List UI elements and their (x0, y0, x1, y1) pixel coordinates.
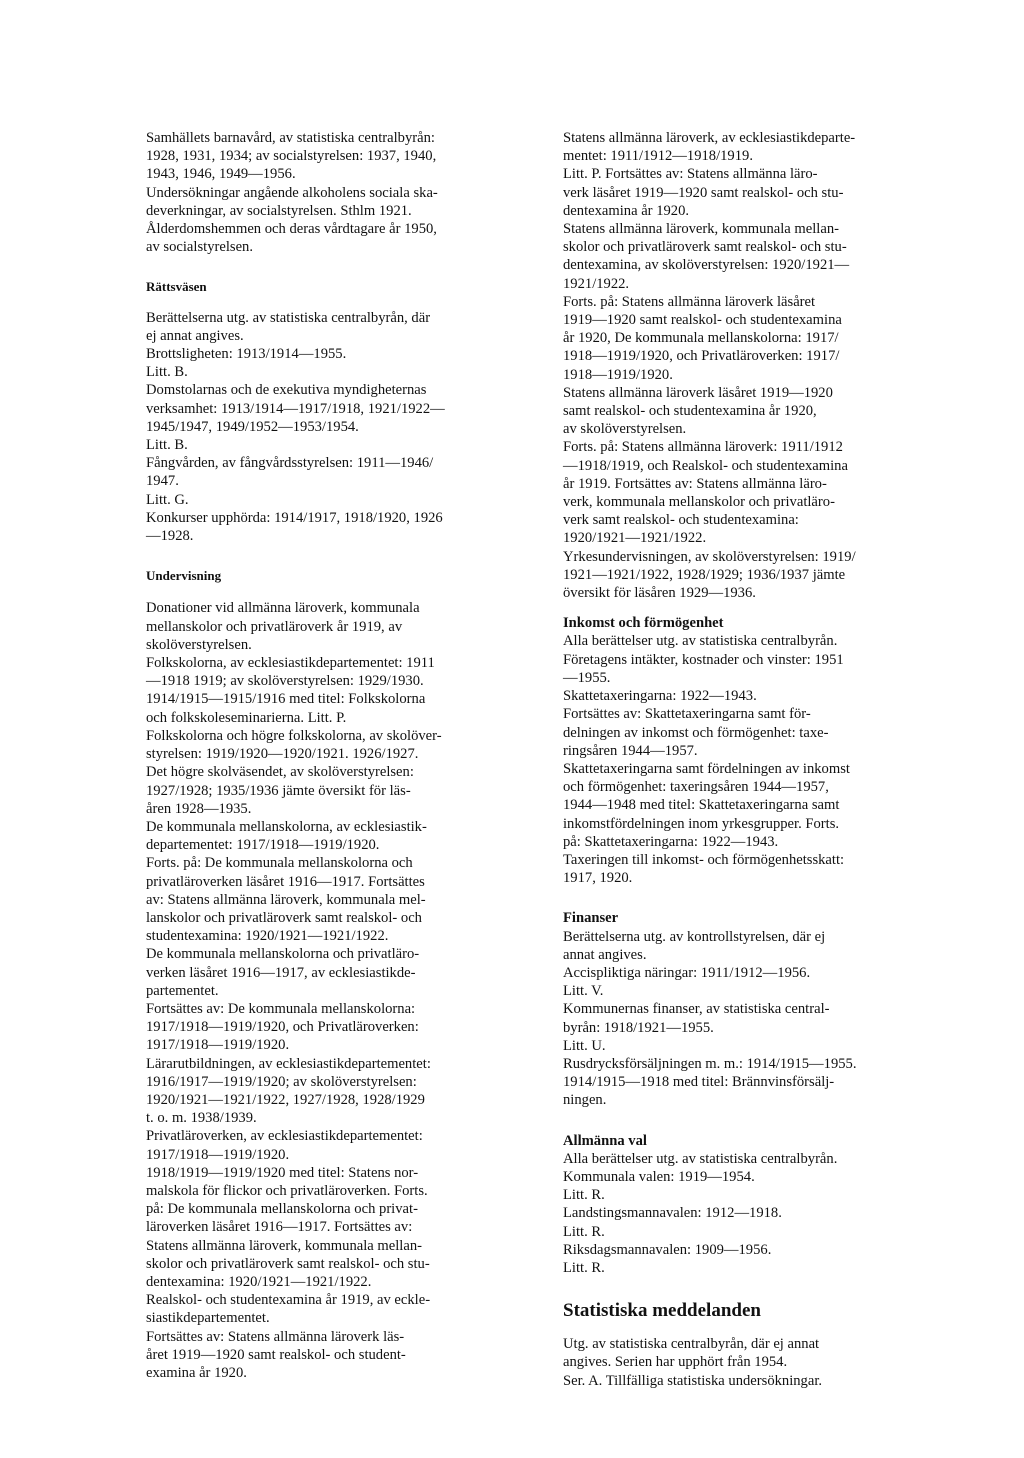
text-line: 1914/1915—1915/1916 med titel: Folkskolorna (146, 691, 426, 708)
text-line: Folkskolorna och högre folkskolorna, av skolöver- (146, 727, 442, 744)
text-line: lanskolor och privatläroverk samt realskol- och (146, 909, 422, 926)
text-line: Företagens intäkter, kostnader och vinster: 1951 (563, 651, 844, 668)
text-line: 1917/1918—1919/1920. (146, 1037, 290, 1054)
undervisning-entries (146, 599, 554, 1382)
text-line: Samhällets barnavård, av statistiska centralbyrån: (146, 130, 435, 146)
text-line: studentexamina: 1920/1921—1921/1922. (146, 928, 389, 945)
text-line: Taxeringen till inkomst- och förmögenhetsskatt: (563, 851, 845, 868)
allmanna-val-entries (563, 1168, 958, 1277)
text-line: mellanskolor och privatläroverk år 1919, av (146, 618, 403, 635)
intro-entries (146, 129, 554, 256)
catalog-entry (563, 1000, 958, 1036)
right-column (563, 129, 958, 1390)
catalog-entry (146, 220, 554, 256)
catalog-entry (563, 796, 958, 851)
text-line: Skattetaxeringarna samt fördelningen av inkomst (563, 760, 850, 777)
catalog-entry (146, 491, 554, 509)
catalog-entry (563, 1186, 958, 1204)
section-heading-rattsvasen: Rättsväsen (146, 279, 207, 295)
catalog-entry (146, 1291, 554, 1327)
text-line: Kommunala valen: 1919—1954. (563, 1168, 755, 1185)
text-line: dentexamina: 1920/1921—1921/1922. (146, 1273, 372, 1290)
text-line: —1955. (563, 669, 611, 686)
text-line: Lärarutbildningen, av ecklesiastikdepartementet: (146, 1055, 431, 1072)
text-line: år 1919. Fortsättes av: Statens allmänna läro- (563, 475, 827, 492)
text-line: Skattetaxeringarna: 1922—1943. (563, 688, 757, 705)
text-line: Statens allmänna läroverk läsåret 1919—1920 (563, 384, 833, 401)
text-line: —1928. (146, 528, 194, 545)
text-line: 1945/1947, 1949/1952—1953/1954. (146, 418, 359, 435)
text-line: av: Statens allmänna läroverk, kommunala mel- (146, 891, 426, 908)
text-line: Statens allmänna läroverk, kommunala mellan- (146, 1237, 422, 1254)
catalog-entry (146, 1164, 554, 1291)
catalog-entry (146, 436, 554, 454)
catalog-entry (146, 690, 554, 726)
meddelanden-body (563, 1335, 958, 1390)
text-line: skolor och privatläroverk samt realskol- och stu- (563, 239, 847, 256)
text-line: 1943, 1946, 1949—1956. (146, 166, 296, 183)
section-lead (563, 928, 958, 964)
text-line: skolöverstyrelsen. (146, 636, 252, 653)
text-line: skolor och privatläroverk samt realskol- och stu- (146, 1255, 430, 1272)
text-line: 1928, 1931, 1934; av socialstyrelsen: 1937, 1940, (146, 148, 437, 165)
text-line: Fortsättes av: De kommunala mellanskolorna: (146, 1000, 416, 1017)
text-line: 1918—1919/1920. (563, 366, 673, 383)
text-line: 1920/1921—1921/1922, 1927/1928, 1928/1929 (146, 1091, 425, 1108)
text-line: verk, kommunala mellanskolor och privatläro- (563, 494, 835, 511)
catalog-entry (146, 945, 554, 1000)
text-line: examina år 1920. (146, 1365, 247, 1381)
catalog-entry (146, 854, 554, 945)
catalog-entry (563, 964, 958, 982)
right-top-entries (563, 129, 958, 602)
text-line: 1916/1917—1919/1920; av skolöverstyrelsen: (146, 1073, 417, 1090)
text-line: privatläroverken läsåret 1916—1917. Fortsättes (146, 873, 425, 890)
catalog-entry (563, 1223, 958, 1241)
text-line: läroverken läsåret 1916—1917. Fortsättes av: (146, 1219, 413, 1236)
catalog-entry (563, 687, 958, 705)
text-line: och förmögenhet: taxeringsåren 1944—1957, (563, 779, 829, 796)
text-line: angives. Serien har upphört från 1954. (563, 1354, 788, 1371)
text-line: 1920/1921—1921/1922. (563, 530, 707, 547)
text-line: delningen av inkomst och förmögenhet: taxe- (563, 724, 829, 741)
text-line: Brottsligheten: 1913/1914—1955. (146, 346, 347, 363)
catalog-entry (563, 220, 958, 293)
text-line: Alla berättelser utg. av statistiska centralbyrån. (563, 1150, 838, 1167)
text-line: deverkningar, av socialstyrelsen. Sthlm 1921. (146, 202, 412, 219)
text-line: Litt. R. (563, 1259, 605, 1276)
text-line: Fångvården, av fångvårdsstyrelsen: 1911—1946/ (146, 455, 434, 472)
text-line: Utg. av statistiska centralbyrån, där ej annat (563, 1336, 820, 1353)
text-line: Yrkesundervisningen, av skolöverstyrelsen: 1919/ (563, 548, 856, 565)
text-line: 1921—1921/1922, 1928/1929; 1936/1937 jämte (563, 566, 846, 583)
text-line: —1918/1919, och Realskol- och studentexamina (563, 457, 848, 474)
text-line: verken läsåret 1916—1917, av ecklesiastikde- (146, 964, 416, 981)
text-line: Kommunernas finanser, av statistiska central- (563, 1001, 830, 1018)
text-line: 1947. (146, 473, 179, 490)
text-line: dentexamina, av skolöverstyrelsen: 1920/1921— (563, 257, 850, 274)
text-line: ningen. (563, 1092, 607, 1109)
text-line: 1927/1928; 1935/1936 jämte översikt för läs- (146, 782, 411, 799)
catalog-entry (563, 438, 958, 547)
text-line: 1918/1919—1919/1920 med titel: Statens nor- (146, 1164, 419, 1181)
text-line: samt realskol- och studentexamina år 1920, (563, 403, 817, 420)
text-line: och folkskoleseminarierna. Litt. P. (146, 709, 347, 726)
catalog-entry (563, 129, 958, 165)
text-line: malskola för flickor och privatläroverken. Forts. (146, 1182, 428, 1199)
text-line: Berättelserna utg. av kontrollstyrelsen, där ej (563, 928, 826, 945)
text-line: 1917/1918—1919/1920. (146, 1146, 290, 1163)
catalog-entry (563, 651, 958, 687)
section-heading-meddelanden: Statistiska meddelanden (563, 1300, 761, 1322)
text-line: verksamhet: 1913/1914—1917/1918, 1921/1922— (146, 400, 445, 417)
text-line: Litt. G. (146, 491, 189, 508)
catalog-entry (563, 1073, 958, 1109)
text-line: Konkurser upphörda: 1914/1917, 1918/1920, 1926 (146, 509, 443, 526)
text-line: åren 1928—1935. (146, 800, 252, 817)
catalog-entry (146, 509, 554, 545)
text-line: t. o. m. 1938/1939. (146, 1110, 257, 1127)
text-line: Rusdrycksförsäljningen m. m.: 1914/1915—1955. (563, 1055, 857, 1072)
catalog-entry (563, 548, 958, 603)
text-line: Statens allmänna läroverk, kommunala mellan- (563, 221, 839, 238)
text-line: 1917/1918—1919/1920, och Privatläroverken: (146, 1019, 419, 1036)
finanser-entries (563, 964, 958, 1110)
finanser-lead (563, 928, 958, 964)
text-line: Litt. R. (563, 1187, 605, 1204)
catalog-entry (563, 1055, 958, 1073)
text-line: 1919—1920 samt realskol- och studentexamina (563, 312, 842, 329)
section-heading-inkomst: Inkomst och förmögenhet (563, 615, 724, 632)
section-lead (146, 309, 554, 345)
text-line: Fortsättes av: Skattetaxeringarna samt för- (563, 706, 811, 723)
catalog-entry (563, 705, 958, 760)
text-line: Litt. B. (146, 364, 188, 381)
text-line: Donationer vid allmänna läroverk, kommunala (146, 600, 420, 617)
text-line: ringsåren 1944—1957. (563, 742, 698, 759)
text-line: ej annat angives. (146, 327, 244, 344)
text-line: Privatläroverken, av ecklesiastikdepartementet: (146, 1128, 423, 1145)
catalog-entry (563, 1168, 958, 1186)
catalog-entry (563, 1241, 958, 1259)
text-line: Realskol- och studentexamina år 1919, av eckle- (146, 1292, 431, 1309)
catalog-entry (563, 982, 958, 1000)
text-line: De kommunala mellanskolorna och privatläro- (146, 946, 420, 963)
text-line: Litt. P. Fortsättes av: Statens allmänna läro- (563, 166, 818, 183)
text-line: översikt för läsåren 1929—1936. (563, 585, 756, 602)
rattsvasen-lead (146, 309, 554, 345)
text-line: inkomstfördelningen inom yrkesgrupper. Forts. (563, 815, 840, 832)
text-line: år 1920, De kommunala mellanskolorna: 1917/ (563, 330, 839, 347)
text-line: partementet. (146, 982, 219, 999)
text-line: Det högre skolväsendet, av skolöverstyrelsen: (146, 764, 414, 781)
catalog-entry (563, 1204, 958, 1222)
catalog-entry (563, 1037, 958, 1055)
text-line: Folkskolorna, av ecklesiastikdepartementet: 1911 (146, 655, 435, 672)
text-line: Litt. U. (563, 1037, 606, 1054)
catalog-entry (146, 1127, 554, 1163)
text-line: Litt. V. (563, 983, 604, 1000)
text-line: 1914/1915—1918 med titel: Brännvinsförsälj- (563, 1074, 835, 1091)
catalog-entry (146, 129, 554, 184)
text-line: annat angives. (563, 946, 647, 963)
section-lead (563, 632, 958, 650)
catalog-entry (146, 599, 554, 654)
catalog-entry (146, 184, 554, 220)
catalog-entry (563, 293, 958, 384)
allmanna-val-lead (563, 1150, 958, 1168)
text-line: mentet: 1911/1912—1918/1919. (563, 148, 753, 165)
catalog-entry (146, 763, 554, 818)
text-line: året 1919—1920 samt realskol- och student- (146, 1346, 406, 1363)
section-lead (563, 1150, 958, 1168)
text-line: Forts. på: Statens allmänna läroverk läsåret (563, 293, 816, 310)
text-line: Ålderdomshemmen och deras vårdtagare år 1950, (146, 221, 437, 238)
text-line: Riksdagsmannavalen: 1909—1956. (563, 1241, 772, 1258)
text-line: 1944—1948 med titel: Skattetaxeringarna samt (563, 797, 840, 814)
text-line: Berättelserna utg. av statistiska centralbyrån, där (146, 309, 431, 326)
inkomst-entries (563, 651, 958, 888)
text-line: Accispliktiga näringar: 1911/1912—1956. (563, 964, 811, 981)
catalog-entry (563, 851, 958, 887)
text-line: Undersökningar angående alkoholens sociala ska- (146, 184, 438, 201)
text-line: Litt. R. (563, 1223, 605, 1240)
text-line: Landstingsmannavalen: 1912—1918. (563, 1205, 782, 1222)
text-line: på: Skattetaxeringarna: 1922—1943. (563, 833, 779, 850)
text-line: siastikdepartementet. (146, 1310, 270, 1327)
text-line: verk läsåret 1919—1920 samt realskol- och stu- (563, 184, 844, 201)
text-line: Ser. A. Tillfälliga statistiska undersökningar. (563, 1372, 823, 1389)
text-line: departementet: 1917/1918—1919/1920. (146, 837, 380, 854)
text-line: De kommunala mellanskolorna, av ecklesiastik- (146, 818, 427, 835)
text-line: av skolöverstyrelsen. (563, 421, 687, 438)
text-line: dentexamina år 1920. (563, 202, 690, 219)
section-heading-undervisning: Undervisning (146, 568, 222, 584)
left-column (146, 129, 554, 1382)
catalog-entry (146, 818, 554, 854)
text-line: Forts. på: De kommunala mellanskolorna och (146, 855, 413, 872)
text-line: 1921/1922. (563, 275, 630, 292)
text-line: 1918—1919/1920, och Privatläroverken: 1917/ (563, 348, 840, 365)
text-line: Forts. på: Statens allmänna läroverk: 1911/1912 (563, 439, 843, 456)
text-line: på: De kommunala mellanskolorna och privat- (146, 1201, 418, 1218)
text-line: Domstolarnas och de exekutiva myndigheternas (146, 382, 427, 399)
catalog-entry (146, 654, 554, 690)
catalog-entry (146, 345, 554, 363)
catalog-entry (146, 454, 554, 490)
catalog-entry (146, 1000, 554, 1055)
catalog-entry (563, 384, 958, 439)
text-line: byrån: 1918/1921—1955. (563, 1019, 714, 1036)
text-line: —1918 1919; av skolöverstyrelsen: 1929/1930. (146, 673, 424, 690)
text-line: Fortsättes av: Statens allmänna läroverk läs- (146, 1328, 405, 1345)
catalog-entry (146, 381, 554, 436)
catalog-entry (146, 1055, 554, 1128)
text-line: av socialstyrelsen. (146, 239, 253, 256)
text-line: styrelsen: 1919/1920—1920/1921. 1926/1927. (146, 746, 419, 763)
text-line: Litt. B. (146, 437, 188, 454)
section-heading-finanser: Finanser (563, 910, 619, 927)
catalog-entry (146, 363, 554, 381)
catalog-entry (563, 165, 958, 220)
text-line: Alla berättelser utg. av statistiska centralbyrån. (563, 633, 838, 650)
catalog-entry (146, 727, 554, 763)
inkomst-lead (563, 632, 958, 650)
catalog-entry (146, 1328, 554, 1383)
catalog-entry (563, 1259, 958, 1277)
text-line: Statens allmänna läroverk, av ecklesiastikdeparte- (563, 130, 856, 146)
text-line: 1917, 1920. (563, 870, 633, 887)
rattsvasen-entries (146, 345, 554, 545)
text-line: verk samt realskol- och studentexamina: (563, 512, 799, 529)
catalog-entry (563, 760, 958, 796)
section-body (563, 1335, 958, 1390)
section-heading-allmanna-val: Allmänna val (563, 1132, 647, 1149)
